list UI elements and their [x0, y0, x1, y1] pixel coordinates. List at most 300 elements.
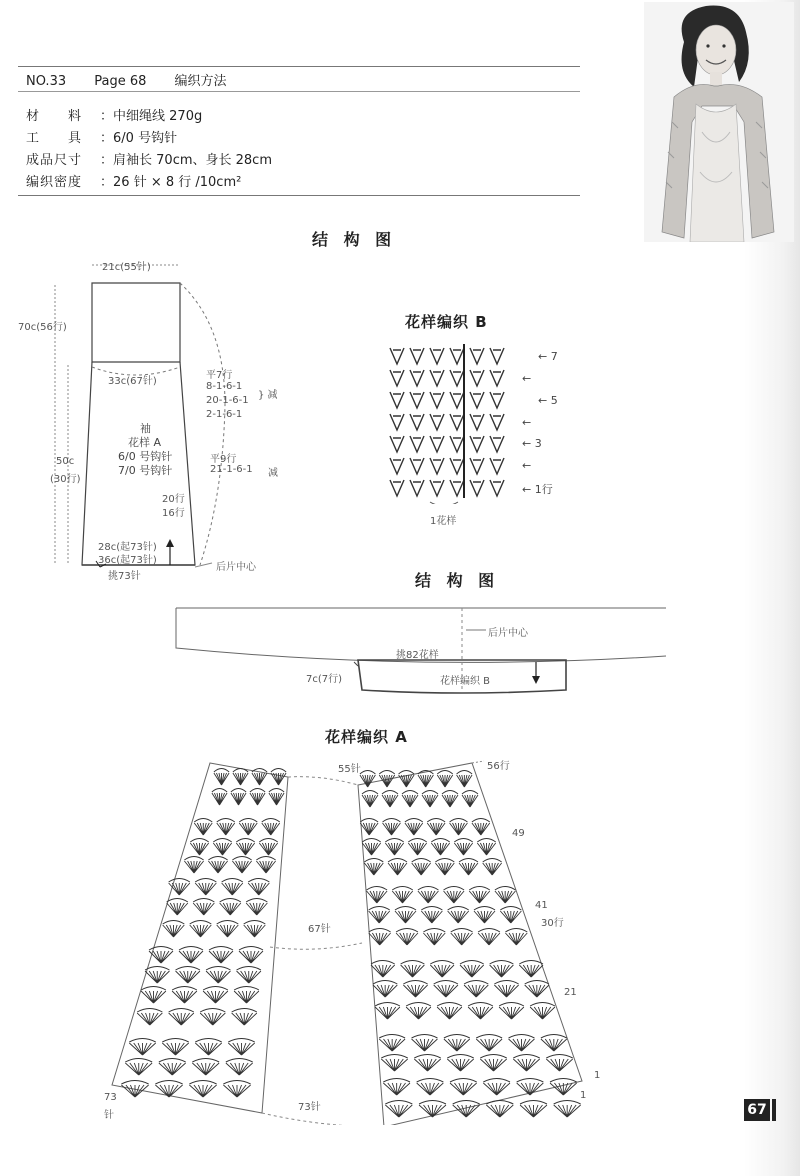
shell-stitch: [369, 911, 390, 923]
chain-arc: [478, 929, 500, 933]
chain-arc: [509, 1035, 535, 1039]
shell-stitch: [239, 951, 263, 963]
shell-stitch: [408, 843, 426, 855]
chain-arc: [490, 961, 514, 965]
decrease-label-1: } 减: [258, 390, 278, 401]
chain-arc: [176, 967, 200, 971]
pattern-a-row-1-bottom: 1: [580, 1090, 587, 1101]
chain-arc: [162, 1039, 188, 1043]
crochet-v-stitch: [410, 392, 424, 408]
chain-arc: [369, 929, 391, 933]
shell-stitch: [434, 985, 458, 997]
shell-stitch: [483, 1083, 510, 1095]
shell-stitch: [246, 903, 267, 915]
crochet-v-stitch: [430, 370, 444, 386]
shell-stitch: [226, 1063, 253, 1075]
crochet-v-stitch: [430, 392, 444, 408]
chain-arc: [431, 839, 449, 843]
crochet-v-stitch: [470, 392, 484, 408]
chain-arc: [444, 1035, 470, 1039]
shell-stitch: [519, 965, 543, 977]
chain-arc: [226, 1059, 253, 1063]
spec-header: [26, 70, 251, 89]
chain-arc: [167, 899, 188, 903]
chain-arc: [369, 907, 390, 911]
shell-stitch: [169, 1013, 194, 1025]
chain-arc: [442, 791, 458, 795]
shell-stitch: [217, 925, 239, 937]
chain-arc: [129, 1039, 155, 1043]
chain-arc: [121, 1081, 148, 1085]
pattern-a-row-21: 21: [564, 987, 577, 998]
decrease-label-2: 减: [268, 468, 278, 479]
chain-arc: [408, 839, 426, 843]
pattern-a-title: 花样编织 A: [325, 728, 408, 746]
chain-arc: [406, 1003, 431, 1007]
shell-stitch: [383, 1083, 410, 1095]
spec-row-tools: 工 具 ：6/0 号钩针: [26, 127, 177, 146]
shell-stitch: [462, 795, 478, 807]
chain-arc: [476, 1035, 502, 1039]
chain-arc: [244, 921, 266, 925]
shell-stitch: [476, 1039, 502, 1051]
chain-arc: [453, 1101, 480, 1105]
chain-arc: [472, 819, 490, 823]
chain-arc: [462, 791, 478, 795]
shell-stitch: [162, 1043, 188, 1055]
pattern-b-arrow: ←: [522, 416, 532, 429]
pattern-a-bottom-sts: 73针: [298, 1102, 321, 1113]
shell-stitch: [520, 1105, 547, 1117]
edge-back-center: 后片中心: [488, 628, 528, 639]
chain-arc: [232, 1009, 257, 1013]
chain-arc: [395, 907, 416, 911]
pattern-b-row-5: ← 5: [538, 394, 558, 407]
inc-note-flat7: 平7行: [206, 370, 233, 381]
divider: [18, 91, 580, 92]
shell-stitch: [206, 971, 230, 983]
shell-stitch: [430, 965, 454, 977]
chain-arc: [248, 879, 269, 883]
inc-note-20: 20-1-6-1: [206, 395, 249, 406]
inc-note-21: 21-1-6-1: [210, 464, 253, 475]
shell-stitch: [431, 843, 449, 855]
sleeve-pattern-label: 花样 A: [128, 436, 162, 449]
sleeve-total-length: 70c(56行): [18, 322, 67, 333]
crochet-v-stitch: [490, 392, 504, 408]
shell-stitch: [234, 991, 259, 1003]
pattern-a-left-unit: 针: [104, 1110, 114, 1121]
spec-value: 6/0 号钩针: [113, 131, 178, 146]
shell-stitch: [513, 1059, 539, 1071]
chain-arc: [194, 819, 212, 823]
chain-arc: [195, 879, 216, 883]
chain-arc: [494, 981, 518, 985]
shell-stitch: [236, 843, 254, 855]
shell-stitch: [453, 1105, 480, 1117]
pattern-b-arrow: ←: [522, 372, 532, 385]
chain-arc: [222, 879, 243, 883]
hook-size-1: 6/0 号钩针: [118, 450, 173, 463]
chain-arc: [212, 789, 227, 793]
chain-arc: [141, 987, 166, 991]
shell-stitch: [228, 1043, 254, 1055]
shell-stitch: [252, 773, 267, 785]
spec-box: [18, 66, 580, 196]
shell-stitch: [403, 985, 427, 997]
chain-arc: [250, 789, 265, 793]
pattern-b-row-1: ← 1行: [522, 483, 553, 496]
crochet-v-stitch: [470, 436, 484, 452]
chain-arc: [179, 947, 203, 951]
chain-arc: [401, 961, 425, 965]
sleeve-top-width: 21c(55针): [102, 262, 151, 273]
chain-arc: [460, 961, 484, 965]
chain-arc: [364, 859, 383, 863]
lower-length: 50c: [56, 456, 75, 467]
shell-stitch: [494, 985, 518, 997]
chain-arc: [525, 981, 549, 985]
chain-arc: [259, 839, 277, 843]
shell-stitch: [451, 933, 473, 945]
chain-arc: [163, 921, 185, 925]
chain-arc: [483, 1079, 510, 1083]
shell-stitch: [422, 795, 438, 807]
crochet-v-stitch: [390, 480, 404, 496]
edge-structure-title: 结 构 图: [415, 571, 500, 590]
crochet-v-stitch: [470, 348, 484, 364]
shell-stitch: [490, 965, 514, 977]
chain-arc: [208, 857, 227, 861]
shell-stitch: [402, 795, 418, 807]
pattern-b-repeat: 1花样: [430, 516, 457, 527]
crochet-v-stitch: [430, 436, 444, 452]
pattern-b-title: 花样编织 B: [405, 313, 488, 331]
shell-stitch: [460, 965, 484, 977]
chain-arc: [448, 907, 469, 911]
shell-stitch: [129, 1043, 155, 1055]
chain-arc: [232, 857, 251, 861]
shell-stitch: [541, 1039, 567, 1051]
chain-arc: [360, 819, 378, 823]
chain-arc: [412, 859, 431, 863]
crochet-v-stitch: [410, 414, 424, 430]
shell-stitch: [499, 1007, 524, 1019]
chain-arc: [405, 819, 423, 823]
chain-arc: [383, 1079, 410, 1083]
crochet-v-stitch: [410, 458, 424, 474]
chain-arc: [375, 1003, 400, 1007]
chain-arc: [423, 929, 445, 933]
chain-arc: [169, 1009, 194, 1013]
inc-note-flat9: 平9行: [210, 454, 237, 465]
shell-stitch: [480, 1059, 506, 1071]
shell-stitch: [209, 951, 233, 963]
chain-arc: [239, 947, 263, 951]
shell-stitch: [505, 933, 527, 945]
shell-stitch: [163, 925, 185, 937]
pattern-a-row-56: 56行: [487, 761, 510, 772]
shell-stitch: [509, 1039, 535, 1051]
chain-arc: [379, 771, 394, 775]
shell-stitch: [200, 1013, 225, 1025]
chain-arc: [447, 1055, 473, 1059]
shell-stitch: [269, 793, 284, 805]
shell-stitch: [396, 933, 418, 945]
chain-arc: [231, 789, 246, 793]
chain-arc: [125, 1059, 152, 1063]
crochet-v-stitch: [490, 458, 504, 474]
page-number: 67: [744, 1099, 770, 1121]
crochet-v-stitch: [430, 414, 444, 430]
chain-arc: [239, 819, 257, 823]
sleeve-diagram: [40, 255, 280, 585]
chain-arc: [474, 907, 495, 911]
shell-stitch: [530, 1007, 555, 1019]
shell-stitch: [550, 1083, 577, 1095]
pattern-a-row-41: 41: [535, 900, 548, 911]
shell-stitch: [244, 925, 266, 937]
crochet-v-stitch: [490, 348, 504, 364]
shell-stitch: [419, 1105, 446, 1117]
chain-arc: [149, 947, 173, 951]
crochet-v-stitch: [430, 458, 444, 474]
inc-note-2: 2-1-6-1: [206, 409, 243, 420]
shell-stitch: [360, 823, 378, 835]
shell-stitch: [172, 991, 197, 1003]
crochet-v-stitch: [390, 458, 404, 474]
chain-arc: [499, 1003, 524, 1007]
shell-stitch: [450, 823, 468, 835]
pattern-a-left-count: 73: [104, 1092, 117, 1103]
shell-stitch: [190, 925, 212, 937]
chain-arc: [454, 839, 472, 843]
chain-arc: [189, 1081, 216, 1085]
chain-arc: [505, 929, 527, 933]
method-title: 编织方法: [174, 74, 227, 89]
pattern-a-row-30: 30行: [541, 918, 564, 929]
shell-stitch: [500, 911, 521, 923]
shell-stitch: [239, 823, 257, 835]
crochet-v-stitch: [430, 480, 444, 496]
shell-stitch: [478, 933, 500, 945]
chain-arc: [546, 1055, 572, 1059]
chain-arc: [383, 819, 401, 823]
shell-stitch: [412, 1039, 438, 1051]
crochet-v-stitch: [490, 436, 504, 452]
shell-stitch: [427, 823, 445, 835]
chain-arc: [517, 1079, 544, 1083]
shell-stitch: [362, 843, 380, 855]
chain-arc: [530, 1003, 555, 1007]
chain-arc: [373, 981, 397, 985]
spec-value: 26 针 × 8 行 /10cm²: [113, 175, 242, 190]
spec-label: 编织密度: [26, 175, 83, 190]
crochet-v-stitch: [490, 480, 504, 496]
pattern-a-mid-sts: 67针: [308, 924, 331, 935]
shell-stitch: [167, 903, 188, 915]
shell-stitch: [232, 1013, 257, 1025]
chain-arc: [145, 967, 169, 971]
shell-stitch: [237, 971, 261, 983]
shell-stitch: [381, 1059, 407, 1071]
shell-stitch: [379, 1039, 405, 1051]
spec-value: 肩袖长 70cm、身长 28cm: [113, 153, 272, 168]
shell-stitch: [194, 823, 212, 835]
chain-arc: [203, 987, 228, 991]
shell-stitch: [141, 991, 166, 1003]
chain-arc: [209, 947, 233, 951]
crochet-v-stitch: [470, 480, 484, 496]
shell-stitch: [448, 911, 469, 923]
chain-arc: [414, 1055, 440, 1059]
shell-stitch: [155, 1085, 182, 1097]
chain-arc: [236, 839, 254, 843]
shell-stitch: [469, 891, 490, 903]
shell-stitch: [256, 861, 275, 873]
chain-arc: [371, 961, 395, 965]
sleeve-label: 袖: [140, 422, 151, 435]
shell-stitch: [231, 793, 246, 805]
chain-arc: [223, 1081, 250, 1085]
rows-20: 20行: [162, 494, 185, 505]
chain-arc: [362, 791, 378, 795]
chain-arc: [399, 771, 414, 775]
chain-arc: [427, 819, 445, 823]
shell-stitch: [233, 773, 248, 785]
chain-arc: [450, 1079, 477, 1083]
shell-stitch: [184, 861, 203, 873]
shell-stitch: [371, 965, 395, 977]
shell-stitch: [464, 985, 488, 997]
shell-stitch: [367, 891, 388, 903]
chain-arc: [362, 839, 380, 843]
chain-arc: [450, 819, 468, 823]
crochet-v-stitch: [390, 370, 404, 386]
shell-stitch: [417, 1083, 444, 1095]
shell-stitch: [222, 883, 243, 895]
shell-stitch: [468, 1007, 493, 1019]
pattern-a-row-49: 49: [512, 828, 525, 839]
shell-stitch: [375, 1007, 400, 1019]
chain-arc: [434, 981, 458, 985]
crochet-v-stitch: [470, 458, 484, 474]
shell-stitch: [159, 1063, 186, 1075]
shell-stitch: [418, 775, 433, 787]
chain-arc: [486, 1101, 513, 1105]
shell-stitch: [444, 1039, 470, 1051]
chain-arc: [213, 839, 231, 843]
shell-stitch: [383, 823, 401, 835]
chain-arc: [469, 887, 490, 891]
spec-row-size: 成品尺寸 ：肩袖长 70cm、身长 28cm: [26, 149, 272, 168]
shell-stitch: [385, 1105, 412, 1117]
chain-arc: [430, 961, 454, 965]
shell-stitch: [454, 843, 472, 855]
pattern-b-repeat-bracket: [430, 502, 458, 504]
shell-stitch: [176, 971, 200, 983]
crochet-v-stitch: [450, 392, 464, 408]
shell-stitch: [195, 883, 216, 895]
model-photo: [644, 2, 794, 242]
crochet-v-stitch: [450, 414, 464, 430]
chain-arc: [237, 967, 261, 971]
chain-arc: [513, 1055, 539, 1059]
shell-stitch: [472, 823, 490, 835]
chain-arc: [190, 839, 208, 843]
chain-arc: [388, 859, 407, 863]
shell-stitch: [405, 823, 423, 835]
shell-stitch: [360, 775, 375, 787]
shell-stitch: [435, 863, 454, 875]
page-number-bar: [772, 1099, 776, 1121]
shell-stitch: [214, 773, 229, 785]
shell-stitch: [373, 985, 397, 997]
shell-stitch: [195, 1043, 221, 1055]
chain-arc: [137, 1009, 162, 1013]
shell-stitch: [125, 1063, 152, 1075]
shell-stitch: [477, 843, 495, 855]
chain-arc: [403, 981, 427, 985]
chain-arc: [477, 839, 495, 843]
chain-arc: [396, 929, 418, 933]
edge-height: 7c(7行): [306, 674, 343, 685]
shell-stitch: [517, 1083, 544, 1095]
spec-label: 材 料: [26, 109, 83, 124]
crochet-v-stitch: [390, 436, 404, 452]
back-center-label: 后片中心: [216, 562, 256, 573]
shell-stitch: [190, 843, 208, 855]
shell-stitch: [364, 863, 383, 875]
page-reference: Page 68: [94, 74, 147, 89]
shell-stitch: [232, 861, 251, 873]
crochet-v-stitch: [470, 370, 484, 386]
chain-arc: [500, 907, 521, 911]
shell-stitch: [486, 1105, 513, 1117]
pattern-number: NO.33: [26, 74, 67, 89]
chain-arc: [206, 967, 230, 971]
crochet-v-stitch: [410, 436, 424, 452]
chain-arc: [541, 1035, 567, 1039]
spec-row-gauge: 编织密度 ：26 针 × 8 行 /10cm²: [26, 171, 241, 190]
crochet-v-stitch: [390, 392, 404, 408]
shell-stitch: [437, 775, 452, 787]
pattern-b-row-7: ← 7: [538, 350, 558, 363]
chain-arc: [269, 789, 284, 793]
edge-pickup: 挑82花样: [396, 650, 439, 661]
pattern-a-top-sts: 55针: [338, 764, 361, 775]
chain-arc: [234, 987, 259, 991]
shell-stitch: [250, 793, 265, 805]
shell-stitch: [362, 795, 378, 807]
shell-stitch: [213, 843, 231, 855]
crochet-v-stitch: [390, 348, 404, 364]
spec-label: 工 具: [26, 131, 83, 146]
chain-arc: [155, 1081, 182, 1085]
chain-arc: [520, 1101, 547, 1105]
chain-arc: [367, 887, 388, 891]
shell-stitch: [495, 891, 516, 903]
chain-arc: [256, 857, 275, 861]
chain-arc: [464, 981, 488, 985]
crochet-v-stitch: [450, 436, 464, 452]
shell-stitch: [217, 823, 235, 835]
chain-arc: [228, 1039, 254, 1043]
chain-arc: [190, 921, 212, 925]
spec-label: 成品尺寸: [26, 153, 83, 168]
crochet-v-stitch: [450, 458, 464, 474]
chain-arc: [437, 771, 452, 775]
